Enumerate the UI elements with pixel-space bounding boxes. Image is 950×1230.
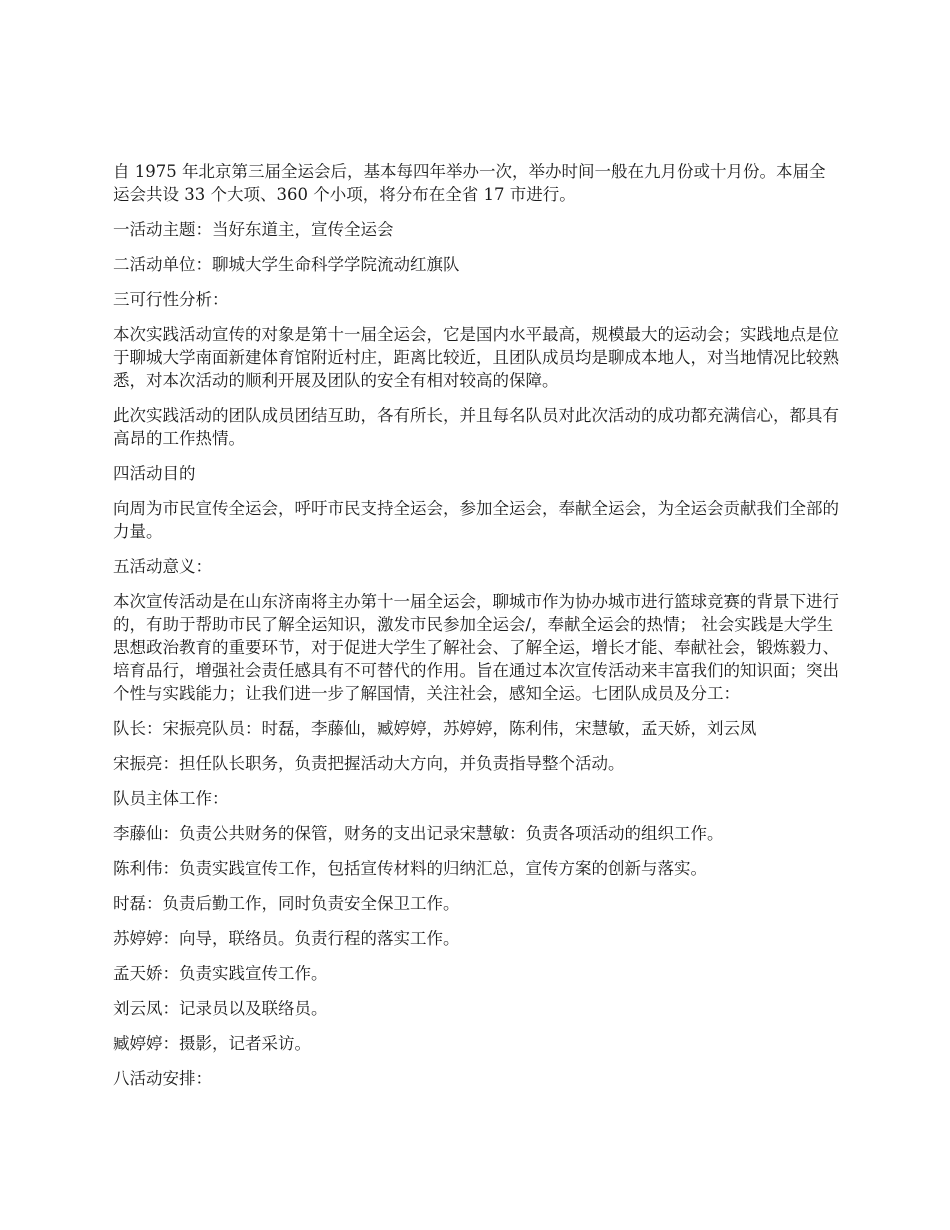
feasibility-paragraph-1: 本次实践活动宣传的对象是第十一届全运会，它是国内水平最高，规模最大的运动会；实践地点是位于聊城大学南面新建体育馆附近村庄，距离比较近，且团队成员均是聊成本地人，对当地情况比较熟悉，对本次活动的顺利开展及团队的安全有相对较高的保障。 xyxy=(113,325,839,390)
team-members: 队长：宋振亮队员：时磊，李藤仙，臧婷婷，苏婷婷，陈利伟，宋慧敏，孟天娇，刘云凤 xyxy=(113,719,757,738)
schedule-heading: 八活动安排： xyxy=(113,1069,212,1088)
significance-heading: 五活动意义： xyxy=(113,557,212,576)
duty-line-1: 李藤仙：负责公共财务的保管，财务的支出记录宋慧敏：负责各项活动的组织工作。 xyxy=(113,824,724,843)
significance-paragraph: 本次宣传活动是在山东济南将主办第十一届全运会，聊城市作为协办城市进行篮球竞赛的背景下进行的，有助于帮助市民了解全运知识，激发市民参加全运会/，奉献全运会的热情； 社会实践是大学生思想政治教育的重要环节，对于促进大学生了解社会、了解全运，增长才能、奉献社会，锻炼毅力、培育品行，增强社会责任感具有不可替代的作用。旨在通过本次宣传活动来丰富我们的知识面；突出个性与实践能力；让我们进一步了解国情，关注社会，感知全运。七团队成员及分工： xyxy=(113,592,839,703)
duty-line-2: 陈利伟：负责实践宣传工作，包括宣传材料的归纳汇总，宣传方案的创新与落实。 xyxy=(113,859,707,878)
duty-line-5: 孟天娇：负责实践宣传工作。 xyxy=(113,964,328,983)
activity-theme: 一活动主题：当好东道主，宣传全运会 xyxy=(113,220,394,239)
duty-line-3: 时磊：负责后勤工作，同时负责安全保卫工作。 xyxy=(113,894,460,913)
duty-line-4: 苏婷婷：向导，联络员。负责行程的落实工作。 xyxy=(113,929,460,948)
purpose-heading: 四活动目的 xyxy=(113,464,196,483)
activity-unit: 二活动单位：聊城大学生命科学学院流动红旗队 xyxy=(113,255,460,274)
purpose-paragraph: 向周为市民宣传全运会，呼吁市民支持全运会，参加全运会，奉献全运会，为全运会贡献我们全部的力量。 xyxy=(113,499,839,541)
feasibility-paragraph-2: 此次实践活动的团队成员团结互助，各有所长，并且每名队员对此次活动的成功都充满信心，都具有高昂的工作热情。 xyxy=(113,406,839,448)
duty-line-6: 刘云凤：记录员以及联络员。 xyxy=(113,999,328,1018)
intro-paragraph: 自 1975 年北京第三届全运会后，基本每四年举办一次，举办时间一般在九月份或十月份。本届全运会共设 33 个大项、360 个小项，将分布在全省 17 市进行。 xyxy=(113,162,826,204)
leader-duty: 宋振亮：担任队长职务，负责把握活动大方向，并负责指导整个活动。 xyxy=(113,754,625,773)
duty-line-7: 臧婷婷：摄影，记者采访。 xyxy=(113,1034,311,1053)
feasibility-heading: 三可行性分析： xyxy=(113,290,229,309)
member-work-heading: 队员主体工作： xyxy=(113,789,229,808)
